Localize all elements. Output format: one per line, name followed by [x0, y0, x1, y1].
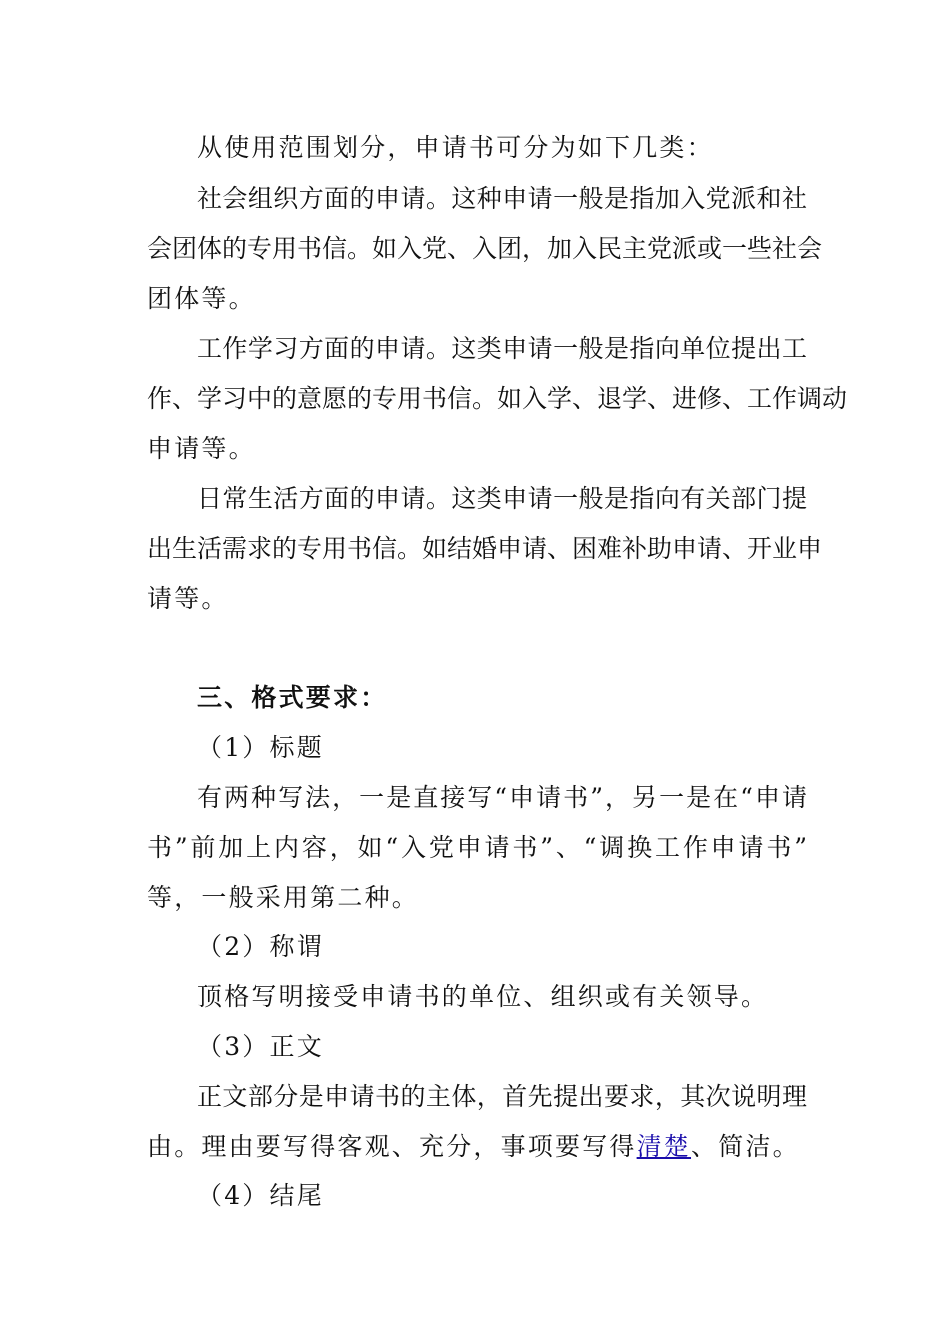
paragraph-daily-line-2: 出生活需求的专用书信。如结婚申请、困难补助申请、开业申 [147, 534, 823, 563]
item-salutation-heading: （2）称谓 [197, 932, 324, 961]
item-body-line-2-text-after: 、简洁。 [691, 1132, 800, 1161]
intro-paragraph: 从使用范围划分，申请书可分为如下几类： [197, 133, 714, 162]
item-salutation-line-1: 顶格写明接受申请书的单位、组织或有关领导。 [197, 982, 769, 1011]
paragraph-social-line-2: 会团体的专用书信。如入党、入团，加入民主党派或一些社会 [147, 234, 823, 263]
clear-link[interactable]: 清楚 [636, 1132, 692, 1161]
item-title-line-1: 有两种写法，一是直接写“申请书”，另一是在“申请 [197, 783, 807, 812]
item-body-heading: （3）正文 [197, 1032, 324, 1061]
item-title-line-3: 等，一般采用第二种。 [147, 883, 420, 912]
item-body-line-2 [147, 1131, 807, 1163]
item-body-line-1: 正文部分是申请书的主体，首先提出要求，其次说明理 [197, 1082, 807, 1111]
item-body-line-2-text-before: 由。理由要写得客观、充分，事项要写得 [147, 1132, 637, 1161]
paragraph-work-line-3: 申请等。 [147, 434, 256, 463]
item-ending-heading: （4）结尾 [197, 1181, 324, 1210]
paragraph-daily-line-1: 日常生活方面的申请。这类申请一般是指向有关部门提 [197, 484, 807, 513]
item-title-line-2: 书”前加上内容，如“入党申请书”、“调换工作申请书” [147, 833, 807, 862]
section-heading: 三、格式要求： [197, 683, 388, 712]
paragraph-daily-line-3: 请等。 [147, 584, 229, 613]
item-title-heading: （1）标题 [197, 733, 324, 762]
paragraph-work-line-1: 工作学习方面的申请。这类申请一般是指向单位提出工 [197, 334, 807, 363]
paragraph-work-line-2: 作、学习中的意愿的专用书信。如入学、退学、进修、工作调动 [147, 384, 848, 413]
paragraph-social-line-1: 社会组织方面的申请。这种申请一般是指加入党派和社 [197, 184, 807, 213]
paragraph-social-line-3: 团体等。 [147, 284, 256, 313]
